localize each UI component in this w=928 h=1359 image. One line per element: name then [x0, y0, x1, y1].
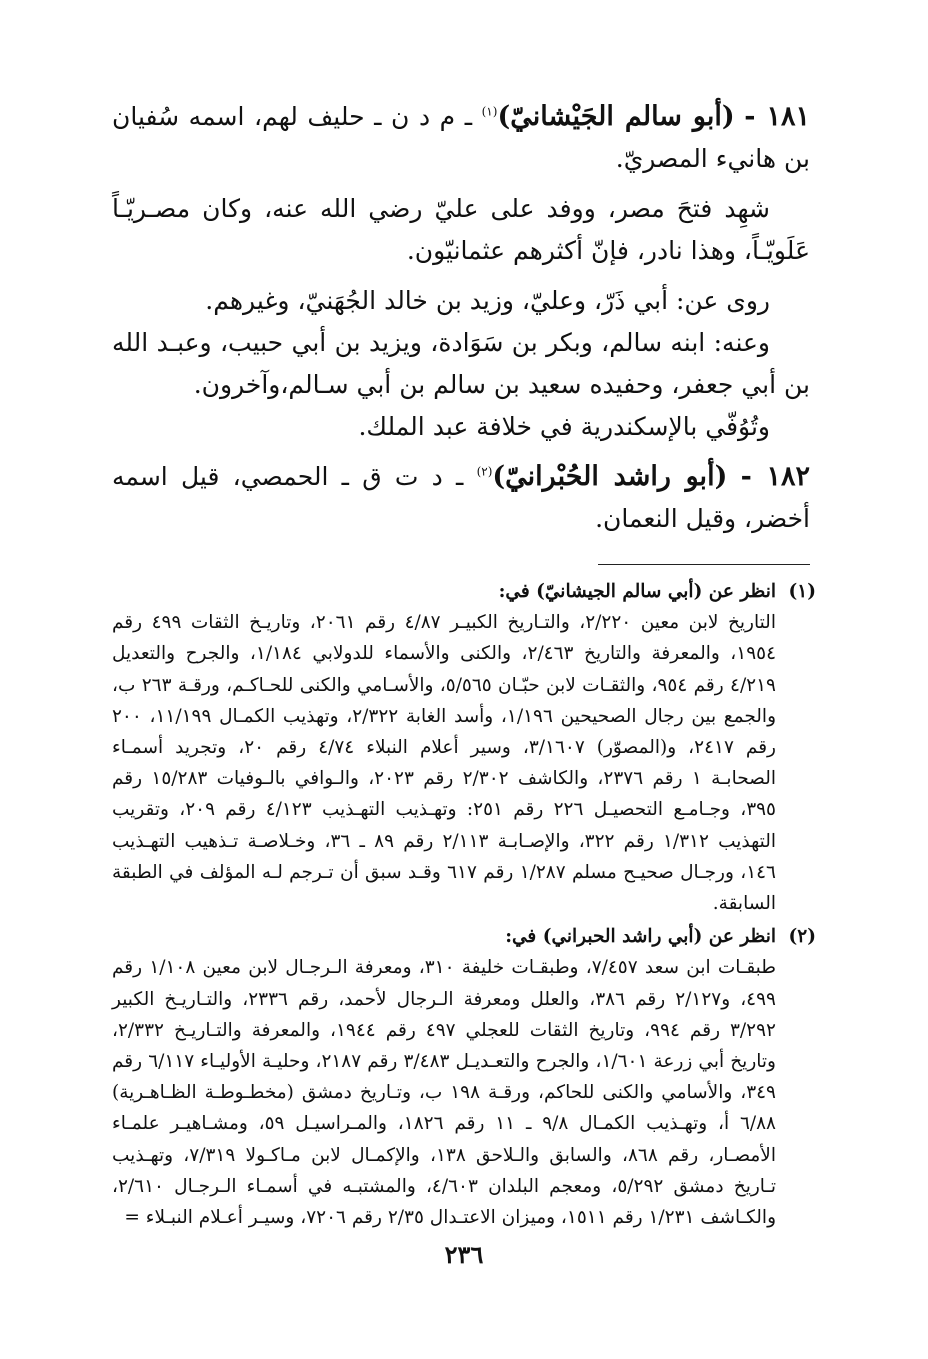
entry-kunya: (أبو راشد الحُبْرانيّ): [492, 461, 728, 492]
entry-paragraph: وتُوُفّي بالإسكندرية في خلافة عبد الملك.: [358, 412, 770, 441]
footnote-1: [112, 576, 816, 919]
main-text: [112, 96, 810, 540]
footnote-label: انظر عن (أبي راشد الحبراني) في:: [505, 926, 776, 948]
footnote-text: طبقـات ابن سعد ٧/٤٥٧، وطبقـات خليفة ٣١٠، ومعرفة الـرجـال لابن معين ١/١٠٨ رقم ٤٩٩، و٢/١٢٧ رقم ٣٨٦، والعلل ومعرفة الـرجال لأحمد، رقم ٢٣٣٦، والتـاريـخ الكبير ٣/٢٩٢ رقم ٩٩٤، وتاريخ الثقات للعجلي ٤٩٧ رقم ١٩٤٤، والمعرفة والتـاريـخ ٢/٣٣٢، وتاريخ أبي زرعة ١/٦٠١، والجرح والتعـديـل ٣/٤٨٣ رقم ٢١٨٧، وحليـة الأوليـاء ٦/١١٧ رقم ٣٤٩، والأسامي والكنى للحاكم، ورقـة ١٩٨ ب، وتـاريخ دمشق (مخطـوطـة الظـاهـرية) ٦/٨٨ أ، وتهـذيب الكمـال ٩/٨ ـ ١١ رقم ١٨٢٦، والمـراسيـل ٥٩، ومشـاهيـر علمـاء الأمصـار، رقم ٨٦٨، والسابق والـلاحق ١٣٨، والإكمـال لابن مـاكـولا ٧/٣١٩، وتهـذيب تـاريخ دمشق ٥/٢٩٢، ومعجم البلدان ٤/٦٠٣، والمشتبـه في أسمـاء الـرجـال ٢/٦١٠، والكـاشف ١/٢٣١ رقم ١٥١١، وميزان الاعتـدال ٢/٣٥ رقم ٧٢٠٦، وسيـر أعـلام النبـلاء =: [112, 957, 776, 1229]
footnote-marker: (٢): [476, 464, 493, 479]
entry-181: [112, 96, 810, 180]
footnote-number: (١): [788, 581, 816, 602]
footnote-label: انظر عن (أبي سالم الجيشانيّ) في:: [498, 581, 776, 602]
footnote-divider: [598, 564, 810, 565]
page-number: ٢٣٦: [444, 1240, 484, 1269]
entry-intro: ـ م د ن ـ حليف لهم، اسمه سُفيان بن هانيء المصريّ.: [112, 102, 810, 173]
entry-number: ١٨٢ -: [740, 461, 811, 492]
entry-heading: [472, 102, 810, 131]
entry-182: [112, 456, 810, 540]
entry-number: ١٨١ -: [744, 101, 811, 132]
footnote-text: التاريخ لابن معين ٢/٢٢٠، والتـاريخ الكبيـر ٤/٨٧ رقم ٢٠٦١، وتاريـخ الثقات ٤٩٩ رقم ١٩٥٤، والمعرفة والتاريخ ٢/٤٦٣، والكنى والأسماء للدولابي ١/١٨٤، والجرح والتعديل ٤/٢١٩ رقم ٩٥٤، والثقـات لابن حبّـان ٥/٥٦٥، والأسـامي والكنى للحـاكـم، ورقـة ٢٦٣ ب، والجمع بين رجال الصحيحين ١/١٩٦، وأسد الغابة ٢/٣٢٢، وتهذيب الكمـال ١١/١٩٩، ٢٠٠ رقم ٢٤١٧، و(المصوّر) ٣/١٦٠٧، وسير أعلام النبلاء ٤/٧٤ رقم ٢٠، وتجريد أسمـاء الصحابـة ١ رقم ٢٣٧٦، والكاشف ٢/٣٠٢ رقم ٢٠٢٣، والـوافي بالـوفيات ١٥/٢٨٣ رقم ٣٩٥، وجـامـع التحصيـل ٢٢٦ رقم ٢٥١: وتهـذيب التهـذيب ٤/١٢٣ رقم ٢٠٩، وتقريب التهذيب ١/٣١٢ رقم ٣٢٢، والإصـابـة ٢/١١٣ رقم ٨٩ ـ ٣٦، وخـلاصـة تـذهيب التهـذيب ١٤٦، ورجـال صحيـح مسلم ١/٢٨٧ رقم ٦١٧ وقـد سبق أن تـرجم لـه المؤلف في الطبقة السابقة.: [112, 612, 777, 915]
entry-paragraph: روى عن: أبي ذَرّ، وعليّ، وزيد بن خالد الجُهَنيّ، وغيرهم.: [205, 286, 770, 315]
footnote-2: [112, 921, 816, 1233]
entry-kunya: (أبو سالم الجَيْشانيّ): [497, 101, 735, 132]
footnote-marker: (١): [481, 104, 498, 119]
entry-paragraph: شهِد فتحَ مصر، ووفد على عليّ رضي الله عنه، وكان مصـريّـاً عَلَويّـاً، وهذا نادر، فإنّ أكثرهم عثمانيّون.: [112, 194, 810, 265]
footnotes: [112, 576, 816, 1233]
entry-intro: ـ د ت ق ـ الحمصي، قيل اسمه أخضر، وقيل النعمان.: [112, 462, 810, 533]
entry-paragraph: وعنه: ابنه سالم، وبكر بن سَوَادة، ويزيد بن أبي حبيب، وعبـد الله بن أبي جعفر، وحفيده سعيد بن سالم بن أبي سـالم،وآخرون.: [112, 328, 810, 399]
footnote-number: (٢): [788, 926, 816, 948]
entry-heading: [463, 462, 810, 491]
